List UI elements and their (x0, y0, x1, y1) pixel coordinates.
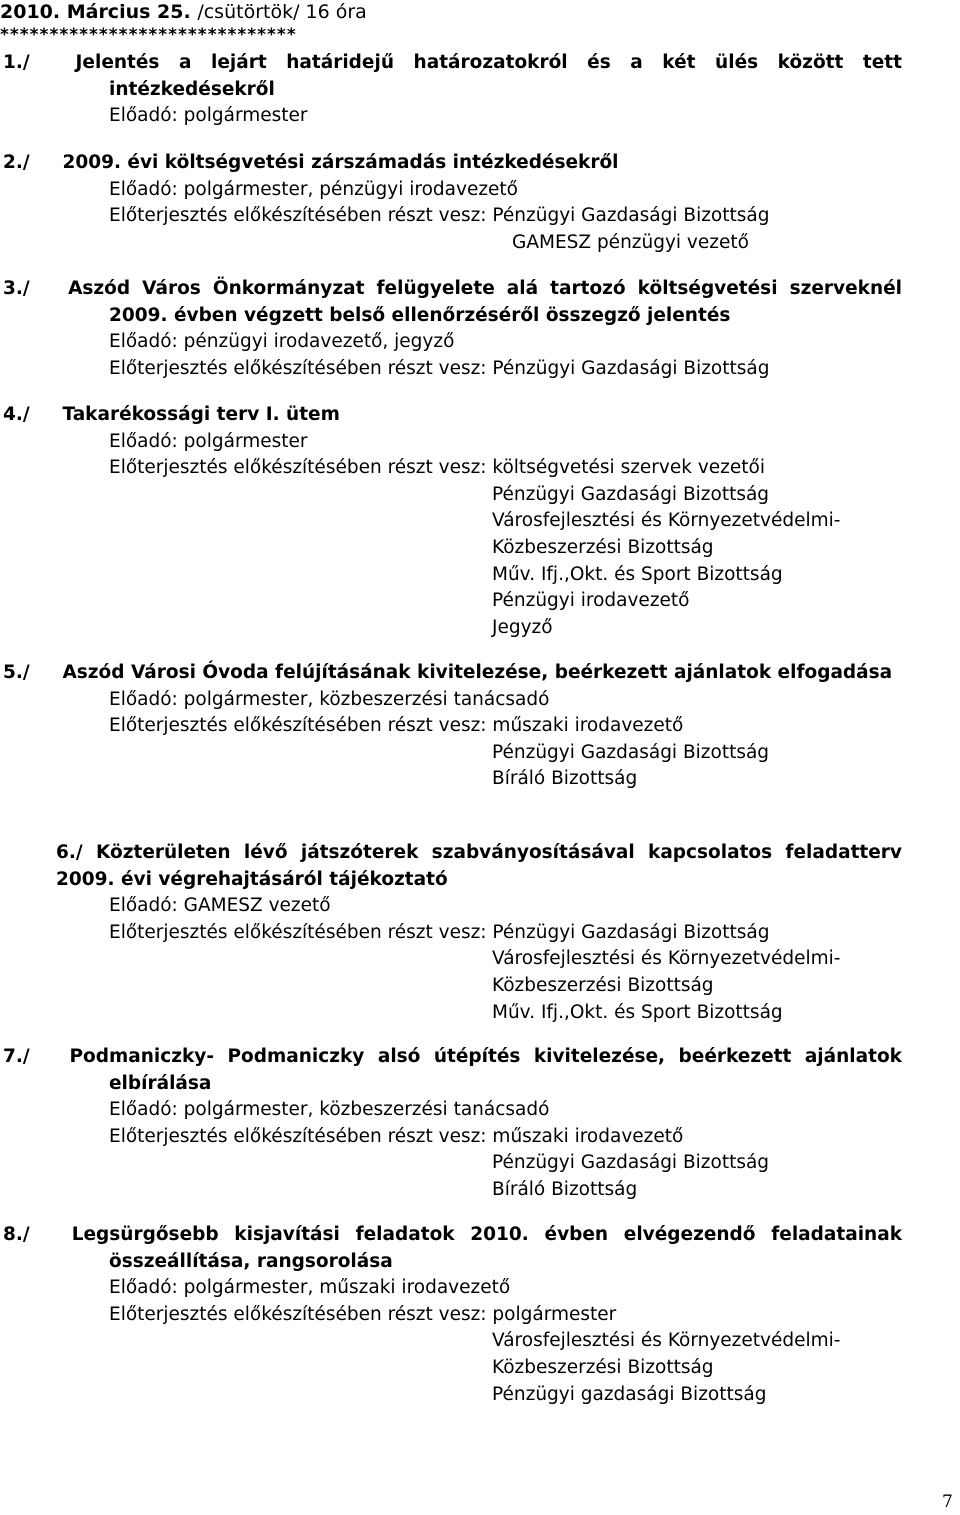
participant-line: Közbeszerzési Bizottság (492, 1356, 714, 1378)
preparation-line: Előterjesztés előkészítésében részt vesz: költségvetési szervek vezetői (109, 457, 765, 479)
agenda-item-title: 3./ Aszód Város Önkormányzat felügyelete alá tartozó költségvetési szerveknél 2009. évben végzett belső ellenőrzéséről összegző jelentés (3, 278, 903, 326)
participant-line: Közbeszerzési Bizottság (492, 536, 714, 558)
presenter-line: Előadó: polgármester (109, 430, 308, 452)
agenda-item-title: 4./ Takarékossági terv I. ütem (3, 404, 340, 425)
agenda-item-4 (3, 402, 902, 641)
page-number: 7 (942, 1492, 953, 1512)
participant-line: Pénzügyi irodavezető (492, 590, 690, 612)
agenda-item-title: 2./ 2009. évi költségvetési zárszámadás intézkedésekről (3, 152, 619, 173)
presenter-line: Előadó: polgármester, közbeszerzési tanácsadó (109, 1099, 550, 1121)
presenter-line: Előadó: GAMESZ vezető (109, 895, 331, 917)
agenda-item-3 (3, 276, 903, 382)
agenda-item-title: 5./ Aszód Városi Óvoda felújításának kivitelezése, beérkezett ajánlatok elfogadása (3, 662, 893, 683)
participant-line: Műv. Ifj.,Okt. és Sport Bizottság (492, 563, 783, 585)
meeting-date: 2010. Március 25. (0, 1, 191, 23)
participant-line: Pénzügyi gazdasági Bizottság (492, 1383, 767, 1405)
agenda-item-title: 7./ Podmaniczky- Podmaniczky alsó útépítés kivitelezése, beérkezett ajánlatok elbírálása (3, 1046, 902, 1094)
preparation-line: Előterjesztés előkészítésében részt vesz: műszaki irodavezető (109, 715, 684, 737)
meeting-day-time: /csütörtök/ 16 óra (197, 1, 367, 23)
participant-line: Közbeszerzési Bizottság (492, 974, 714, 996)
agenda-item-2 (3, 150, 902, 256)
agenda-item-5 (3, 660, 902, 793)
preparation-line: Előterjesztés előkészítésében részt vesz: műszaki irodavezető (109, 1125, 684, 1147)
participant-line: Bíráló Bizottság (492, 768, 638, 790)
agenda-item-1 (3, 50, 902, 130)
participant-line: Jegyző (492, 616, 553, 638)
preparation-line: Előterjesztés előkészítésében részt vesz: polgármester (109, 1303, 617, 1325)
presenter-line: Előadó: pénzügyi irodavezető, jegyző (109, 331, 455, 353)
presenter-line: Előadó: polgármester, közbeszerzési tanácsadó (109, 688, 550, 710)
presenter-line: Előadó: polgármester, pénzügyi irodavezető (109, 178, 518, 200)
agenda-item-7 (3, 1044, 902, 1204)
agenda-item-title: 8./ Legsürgősebb kisjavítási feladatok 2010. évben elvégezendő feladatainak összeállítása, rangsorolása (3, 1224, 902, 1272)
presenter-line: Előadó: polgármester, műszaki irodavezető (109, 1277, 511, 1299)
agenda-item-8 (3, 1222, 902, 1408)
preparation-line: Előterjesztés előkészítésében részt vesz: Pénzügyi Gazdasági Bizottság (109, 921, 770, 943)
agenda-item-6 (56, 840, 902, 1026)
participant-line: Pénzügyi Gazdasági Bizottság (492, 741, 770, 763)
preparation-line: Előterjesztés előkészítésében részt vesz: Pénzügyi Gazdasági Bizottság (109, 357, 770, 379)
presenter-line: Előadó: polgármester (109, 105, 308, 127)
participant-line: Városfejlesztési és Környezetvédelmi- (492, 510, 841, 532)
participant-line: Műv. Ifj.,Okt. és Sport Bizottság (492, 1001, 783, 1023)
participant-line: Pénzügyi Gazdasági Bizottság (492, 1152, 770, 1174)
agenda-item-title: 1./ Jelentés a lejárt határidejű határozatokról és a két ülés között tett intézkedésekről (3, 52, 902, 100)
separator-stars: ****************************** (0, 25, 297, 45)
participant-line: GAMESZ pénzügyi vezető (512, 231, 749, 253)
meeting-header (0, 0, 367, 24)
preparation-line: Előterjesztés előkészítésében részt vesz: Pénzügyi Gazdasági Bizottság (109, 205, 770, 227)
participant-line: Városfejlesztési és Környezetvédelmi- (492, 948, 841, 970)
participant-line: Városfejlesztési és Környezetvédelmi- (492, 1330, 841, 1352)
participant-line: Pénzügyi Gazdasági Bizottság (492, 483, 770, 505)
participant-line: Bíráló Bizottság (492, 1178, 638, 1200)
agenda-item-number: 6./ (56, 842, 83, 863)
agenda-item-title: 6./ Közterületen lévő játszóterek szabványosításával kapcsolatos feladatterv 2009. évi végrehajtásáról tájékoztató (56, 842, 902, 890)
